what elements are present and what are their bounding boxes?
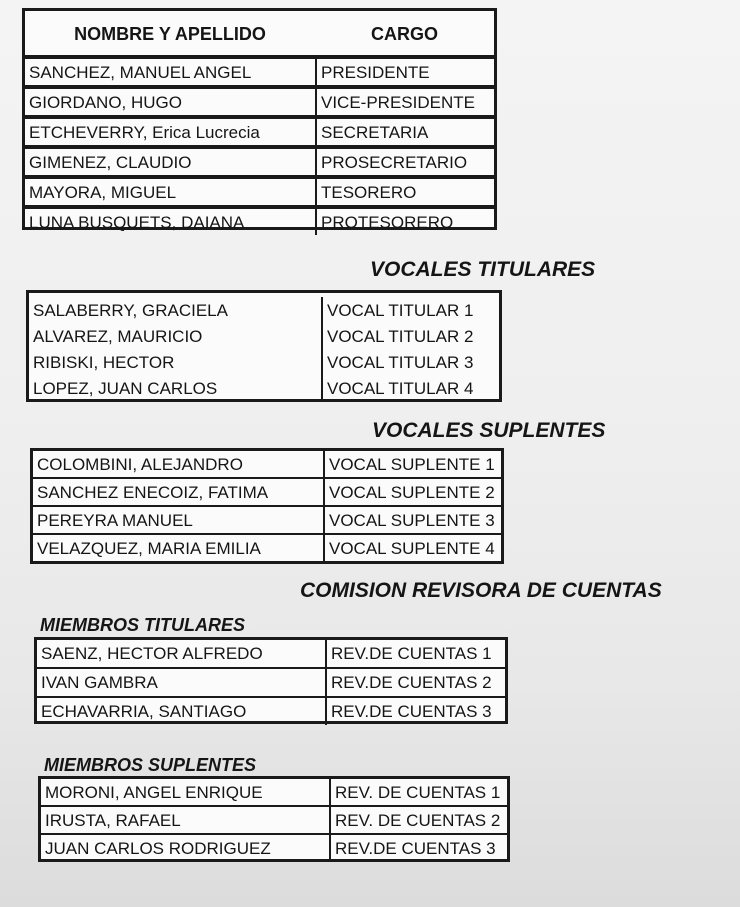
table-row bbox=[33, 535, 501, 561]
member-cargo: VOCAL SUPLENTE 2 bbox=[323, 479, 501, 505]
member-cargo: VOCAL SUPLENTE 1 bbox=[323, 451, 501, 477]
member-cargo: VICE-PRESIDENTE bbox=[315, 89, 494, 115]
member-cargo: REV.DE CUENTAS 1 bbox=[325, 640, 505, 667]
member-name: SAENZ, HECTOR ALFREDO bbox=[41, 645, 263, 662]
member-cargo: VOCAL SUPLENTE 3 bbox=[323, 507, 501, 533]
member-cargo: VOCAL TITULAR 1 bbox=[321, 297, 499, 323]
header-cargo: CARGO bbox=[371, 25, 438, 43]
member-name: LUNA BUSQUETS, DAIANA bbox=[29, 213, 245, 231]
member-name: ETCHEVERRY, Erica Lucrecia bbox=[29, 123, 260, 141]
member-cargo: TESORERO bbox=[315, 179, 494, 205]
member-name: JUAN CARLOS RODRIGUEZ bbox=[45, 839, 271, 857]
member-cargo: VOCAL TITULAR 4 bbox=[321, 375, 499, 401]
table-row bbox=[29, 375, 499, 401]
member-name: MAYORA, MIGUEL bbox=[29, 183, 177, 201]
officers-body bbox=[25, 59, 494, 235]
section-title-vocales-titulares: VOCALES TITULARES bbox=[370, 258, 596, 281]
section-title-comision: COMISION REVISORA DE CUENTAS bbox=[300, 579, 662, 602]
member-cargo: REV.DE CUENTAS 3 bbox=[329, 835, 507, 861]
member-cargo: VOCAL TITULAR 2 bbox=[321, 323, 499, 349]
miembros-titulares-table bbox=[34, 637, 508, 724]
table-row bbox=[25, 87, 494, 117]
table-row bbox=[25, 147, 494, 177]
table-row bbox=[33, 451, 501, 479]
table-row bbox=[25, 59, 494, 87]
header-divider bbox=[22, 55, 497, 58]
member-name: SANCHEZ ENECOIZ, FATIMA bbox=[37, 483, 269, 501]
table-row bbox=[29, 323, 499, 349]
table-row bbox=[33, 479, 501, 507]
member-name: SANCHEZ, MANUEL ANGEL bbox=[29, 63, 252, 81]
member-cargo: PROTESORERO bbox=[315, 209, 494, 235]
member-name: MORONI, ANGEL ENRIQUE bbox=[45, 783, 263, 801]
member-cargo: VOCAL TITULAR 3 bbox=[321, 349, 499, 375]
table-row bbox=[41, 807, 507, 835]
table-row bbox=[37, 640, 505, 669]
officers-table bbox=[22, 8, 497, 230]
vocales-titulares-table bbox=[26, 290, 502, 402]
member-name: RIBISKI, HECTOR bbox=[33, 353, 175, 371]
table-header bbox=[25, 11, 494, 59]
subsection-title-miembros-suplentes: MIEMBROS SUPLENTES bbox=[44, 755, 257, 775]
section-title-vocales-suplentes: VOCALES SUPLENTES bbox=[372, 419, 606, 442]
header-name: NOMBRE Y APELLIDO bbox=[74, 25, 266, 43]
member-name: VELAZQUEZ, MARIA EMILIA bbox=[37, 539, 261, 557]
member-name: SALABERRY, GRACIELA bbox=[33, 301, 228, 319]
member-name: IRUSTA, RAFAEL bbox=[45, 811, 181, 829]
member-name: GIORDANO, HUGO bbox=[29, 93, 183, 111]
table-row bbox=[37, 698, 505, 725]
table-row bbox=[29, 297, 499, 323]
member-name: COLOMBINI, ALEJANDRO bbox=[37, 455, 243, 473]
member-name: LOPEZ, JUAN CARLOS bbox=[33, 379, 218, 397]
table-row bbox=[29, 349, 499, 375]
table-row bbox=[25, 177, 494, 207]
vocales-suplentes-table bbox=[30, 448, 504, 564]
member-cargo: REV.DE CUENTAS 2 bbox=[325, 669, 505, 696]
member-cargo: PROSECRETARIO bbox=[315, 149, 494, 175]
table-row bbox=[41, 779, 507, 807]
table-row bbox=[25, 207, 494, 235]
table-row bbox=[33, 507, 501, 535]
member-cargo: PRESIDENTE bbox=[315, 59, 494, 85]
member-name: PEREYRA MANUEL bbox=[37, 511, 193, 529]
table-row bbox=[41, 835, 507, 861]
member-name: GIMENEZ, CLAUDIO bbox=[29, 153, 192, 171]
table-row bbox=[37, 669, 505, 698]
member-cargo: REV. DE CUENTAS 1 bbox=[329, 779, 507, 805]
subsection-title-miembros-titulares: MIEMBROS TITULARES bbox=[40, 615, 245, 635]
miembros-suplentes-table bbox=[38, 776, 510, 862]
member-cargo: REV. DE CUENTAS 2 bbox=[329, 807, 507, 833]
member-name: ECHAVARRIA, SANTIAGO bbox=[41, 703, 247, 720]
member-cargo: VOCAL SUPLENTE 4 bbox=[323, 535, 501, 561]
member-name: IVAN GAMBRA bbox=[41, 674, 158, 691]
table-row bbox=[25, 117, 494, 147]
member-name: ALVAREZ, MAURICIO bbox=[33, 327, 203, 345]
member-cargo: SECRETARIA bbox=[315, 119, 494, 145]
member-cargo: REV.DE CUENTAS 3 bbox=[325, 698, 505, 725]
